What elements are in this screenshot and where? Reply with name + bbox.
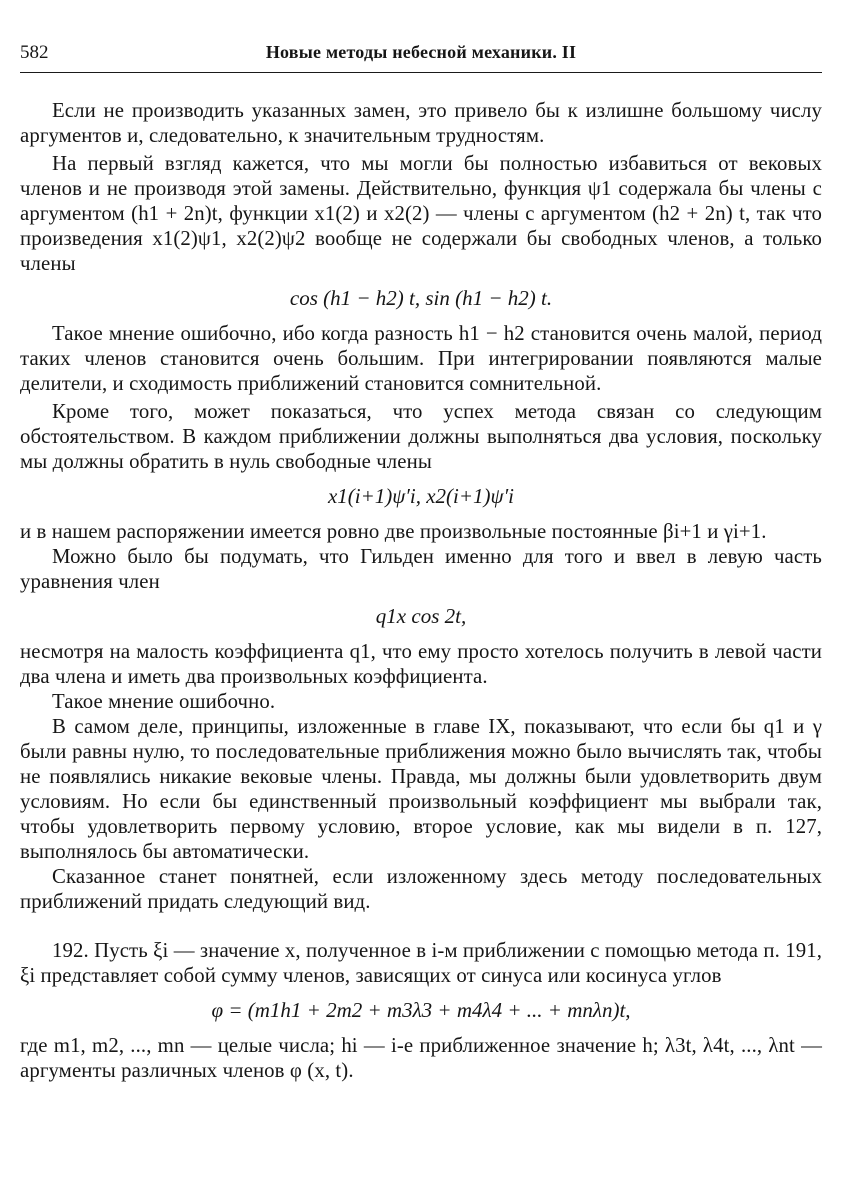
formula-phi: φ = (m1h1 + 2m2 + m3λ3 + m4λ4 + ... + mnλn)t, <box>211 998 631 1022</box>
paragraph-11-section-192: 192. Пусть ξi — значение x, полученное в i-м приближении с помощью метода п. 191, ξi представляет собой сумму членов, зависящих от синуса или косинуса углов <box>20 939 822 987</box>
paragraph-2: На первый взгляд кажется, что мы могли бы полностью избавиться от вековых членов и не производя этой замены. Действительно, функция ψ1 содержала бы члены с аргументом (h1 + 2n)t, функции x1(2) и x2(2) — члены с аргументом (h2 + 2n) t, так что произведения x1(2)ψ1, x2(2)ψ2 вообще не содержали бы свободных членов, а только члены <box>20 152 822 275</box>
paragraph-7: несмотря на малость коэффициента q1, что ему просто хотелось получить в левой части два члена и иметь два произвольных коэффициента. <box>20 640 822 688</box>
paragraph-6: Можно было бы подумать, что Гильден именно для того и ввел в левую часть уравнения член <box>20 545 822 593</box>
paragraph-5: и в нашем распоряжении имеется ровно две произвольные постоянные βi+1 и γi+1. <box>20 520 767 543</box>
paragraph-9: В самом деле, принципы, изложенные в главе IX, показывают, что если бы q1 и γ были равны нулю, то последовательные приближения можно было вычислять так, чтобы не появлялись никакие вековые члены. Правда, мы должны были удовлетворить двум условиям. Но если бы единственный произвольный коэффициент мы выбрали так, чтобы удовлетворить первому условию, второе условие, как мы видели в п. 127, выполнялось бы автоматически. <box>20 715 822 863</box>
formula-q1x: q1x cos 2t, <box>375 604 467 628</box>
page-header <box>20 40 822 73</box>
paragraph-4: Кроме того, может показаться, что успех метода связан со следующим обстоятельством. В каждом приближении должны выполняться два условия, поскольку мы должны обратить в нуль свободные члены <box>20 400 822 473</box>
formula-free-terms: x1(i+1)ψ′i, x2(i+1)ψ′i <box>327 484 515 508</box>
formula-cos-sin: cos (h1 − h2) t, sin (h1 − h2) t. <box>289 286 553 310</box>
paragraph-1: Если не производить указанных замен, это привело бы к излишне большому числу аргументов и, следовательно, к значительным трудностям. <box>20 99 822 147</box>
paragraph-10: Сказанное станет понятней, если изложенному здесь методу последовательных приближений придать следующий вид. <box>20 865 822 913</box>
page-number: 582 <box>20 42 49 63</box>
paragraph-8: Такое мнение ошибочно. <box>52 690 276 713</box>
paragraph-12: где m1, m2, ..., mn — целые числа; hi — i-е приближенное значение h; λ3t, λ4t, ..., λnt — аргументы различных членов φ (x, t). <box>20 1034 822 1082</box>
paragraph-3: Такое мнение ошибочно, ибо когда разность h1 − h2 становится очень малой, период таких членов становится очень большим. При интегрировании появляются малые делители, и сходимость приближений становится сомнительной. <box>20 322 822 395</box>
page-body <box>20 98 822 1083</box>
running-title: Новые методы небесной механики. II <box>265 42 577 62</box>
